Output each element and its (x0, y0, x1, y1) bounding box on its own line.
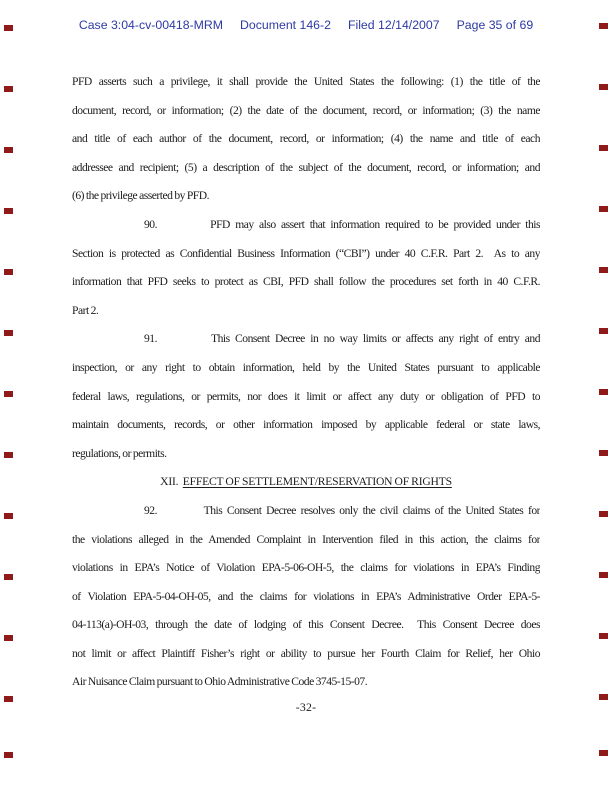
document-body (72, 68, 540, 697)
scan-artifact-mark (599, 206, 608, 212)
scan-artifact-mark (4, 269, 13, 275)
scan-artifact-mark (4, 208, 13, 214)
section-heading-number: XII. (160, 475, 183, 489)
body-text-line: inspection, or any right to obtain information, held by the United States pursuant to applicable (72, 360, 540, 374)
filed-date: Filed 12/14/2007 (347, 18, 440, 32)
body-text-line: document, record, or information; (2) the date of the document, record, or information; (3) the name (72, 103, 540, 117)
scan-artifact-mark (4, 391, 13, 397)
scan-artifact-mark (4, 752, 13, 758)
document-number: Document 146-2 (240, 18, 331, 32)
body-text-line: information that PFD seeks to protect as CBI, PFD shall follow the procedures set forth in 40 C.F.R. (72, 275, 540, 289)
body-text-line: and title of each author of the document, record, or information; (4) the name and title of each (72, 132, 540, 146)
section-heading-title: EFFECT OF SETTLEMENT/RESERVATION OF RIGHTS (182, 475, 452, 489)
body-text-line: violations in EPA’s Notice of Violation EPA-5-06-OH-5, the claims for violations in EPA’s Finding (72, 561, 540, 575)
scan-artifact-mark (599, 23, 608, 29)
body-text-line: of Violation EPA-5-04-OH-05, and the claims for violations in EPA’s Administrative Order EPA-5- (72, 589, 540, 603)
case-number: Case 3:04-cv-00418-MRM (78, 18, 224, 32)
body-text-line: 04-113(a)-OH-03, through the date of lodging of this Consent Decree. This Consent Decree does (72, 618, 540, 632)
scan-artifact-mark (599, 511, 608, 517)
body-text-line: Air Nuisance Claim pursuant to Ohio Administrative Code 3745-15-07. (72, 675, 368, 689)
scan-artifact-mark (599, 750, 608, 756)
scan-artifact-mark (4, 696, 13, 702)
body-text-line: federal laws, regulations, or permits, nor does it limit or affect any duty or obligation of PFD to (72, 389, 540, 403)
scan-artifact-mark (4, 25, 13, 31)
body-text-line: 92. This Consent Decree resolves only the civil claims of the United States for (144, 503, 540, 517)
body-text-line: (6) the privilege asserted by PFD. (72, 189, 209, 203)
scan-artifact-mark (4, 452, 13, 458)
scan-artifact-mark (4, 574, 13, 580)
body-text-line: Section is protected as Confidential Business Information (“CBI”) under 40 C.F.R. Part 2. As to any (72, 246, 540, 260)
body-text-line: the violations alleged in the Amended Complaint in Intervention filed in this action, the claims for (72, 532, 540, 546)
body-text-line: Part 2. (72, 303, 99, 317)
body-text-line: PFD asserts such a privilege, it shall provide the United States the following: (1) the title of the (72, 75, 540, 88)
body-text-line: regulations, or permits. (72, 446, 167, 460)
scan-artifact-mark (599, 694, 608, 700)
scan-artifact-mark (4, 86, 13, 92)
scan-artifact-mark (4, 513, 13, 519)
court-filing-header (0, 18, 612, 32)
scan-artifact-mark (599, 328, 608, 334)
scan-artifact-mark (599, 267, 608, 273)
scan-artifact-mark (599, 389, 608, 395)
body-text-line: 91. This Consent Decree in no way limits or affects any right of entry and (144, 332, 540, 346)
page-info: Page 35 of 69 (456, 18, 534, 32)
page-number-footer (0, 700, 612, 715)
body-text-line: addressee and recipient; (5) a description of the subject of the document, record, or information; and (72, 160, 540, 174)
scan-artifact-mark (599, 145, 608, 151)
body-text-line: not limit or affect Plaintiff Fisher’s right or ability to pursue her Fourth Claim for Relief, her Ohio (72, 646, 540, 660)
scan-artifact-mark (599, 84, 608, 90)
scan-artifact-mark (599, 450, 608, 456)
body-text-line: maintain documents, records, or other information imposed by applicable federal or state laws, (72, 418, 540, 432)
page-number: -32- (295, 700, 317, 714)
section-heading (72, 468, 540, 497)
body-text-line: 90. PFD may also assert that information required to be provided under this (144, 217, 540, 231)
scan-artifact-mark (4, 147, 13, 153)
scan-artifact-mark (599, 572, 608, 578)
scan-artifact-mark (4, 330, 13, 336)
scan-artifact-mark (599, 633, 608, 639)
scan-artifact-mark (4, 635, 13, 641)
